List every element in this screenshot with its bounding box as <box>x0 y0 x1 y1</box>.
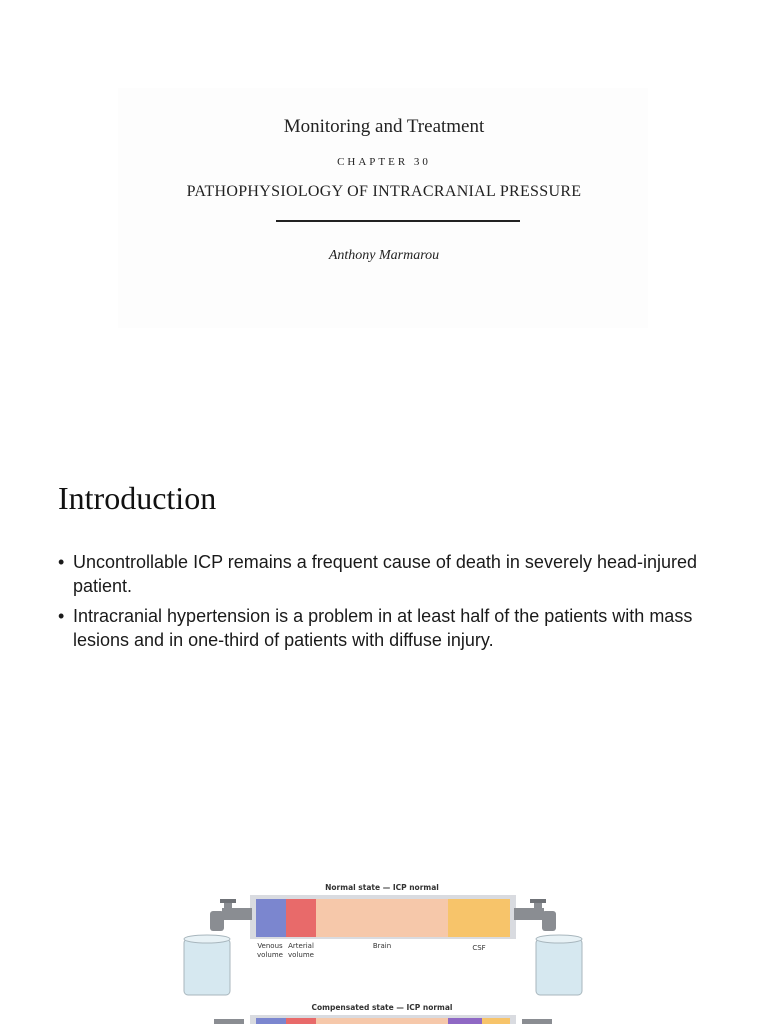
venous-volume-segment <box>256 899 286 937</box>
right-tap-icon <box>522 1019 552 1024</box>
right-beaker-icon <box>536 935 582 995</box>
left-beaker-icon <box>184 935 230 995</box>
author-name: Anthony Marmarou <box>328 248 440 263</box>
csf-segment <box>448 899 510 937</box>
left-tap-icon <box>214 1019 244 1024</box>
left-tap-icon <box>210 899 252 931</box>
slide-title: Introduction <box>58 480 217 516</box>
title-divider <box>276 220 520 222</box>
icp-volume-diagram <box>0 875 768 1024</box>
arterial-label: volume <box>288 951 314 959</box>
bullet-list <box>58 550 708 658</box>
title-slide <box>0 0 768 420</box>
csf-segment <box>482 1018 510 1024</box>
bullet-item: • Intracranial hypertension is a problem in at least half of the patients with mass lesions and in one-third of patients with diffuse injury. <box>58 604 708 652</box>
csf-label: CSF <box>472 944 486 952</box>
introduction-slide <box>0 470 768 850</box>
arterial-volume-segment <box>286 1018 316 1024</box>
venous-label: Venous <box>257 942 283 950</box>
bullet-item: • Uncontrollable ICP remains a frequent cause of death in severely head-injured patient. <box>58 550 708 598</box>
mass-segment <box>448 1018 482 1024</box>
book-title: Monitoring and Treatment <box>283 116 485 137</box>
chapter-title: PATHOPHYSIOLOGY OF INTRACRANIAL PRESSURE <box>186 183 582 200</box>
venous-label: volume <box>257 951 283 959</box>
brain-label: Brain <box>372 942 392 950</box>
arterial-volume-segment <box>286 899 316 937</box>
diagram-slide <box>0 875 768 1024</box>
brain-segment <box>316 899 448 937</box>
arterial-label: Arterial <box>288 942 314 950</box>
venous-volume-segment <box>256 1018 286 1024</box>
normal-state-title: Normal state — ICP normal <box>325 883 439 892</box>
compensated-state-title: Compensated state — ICP normal <box>311 1003 453 1012</box>
brain-segment <box>316 1018 448 1024</box>
right-tap-icon <box>514 899 556 931</box>
chapter-number: CHAPTER 30 <box>337 156 431 168</box>
